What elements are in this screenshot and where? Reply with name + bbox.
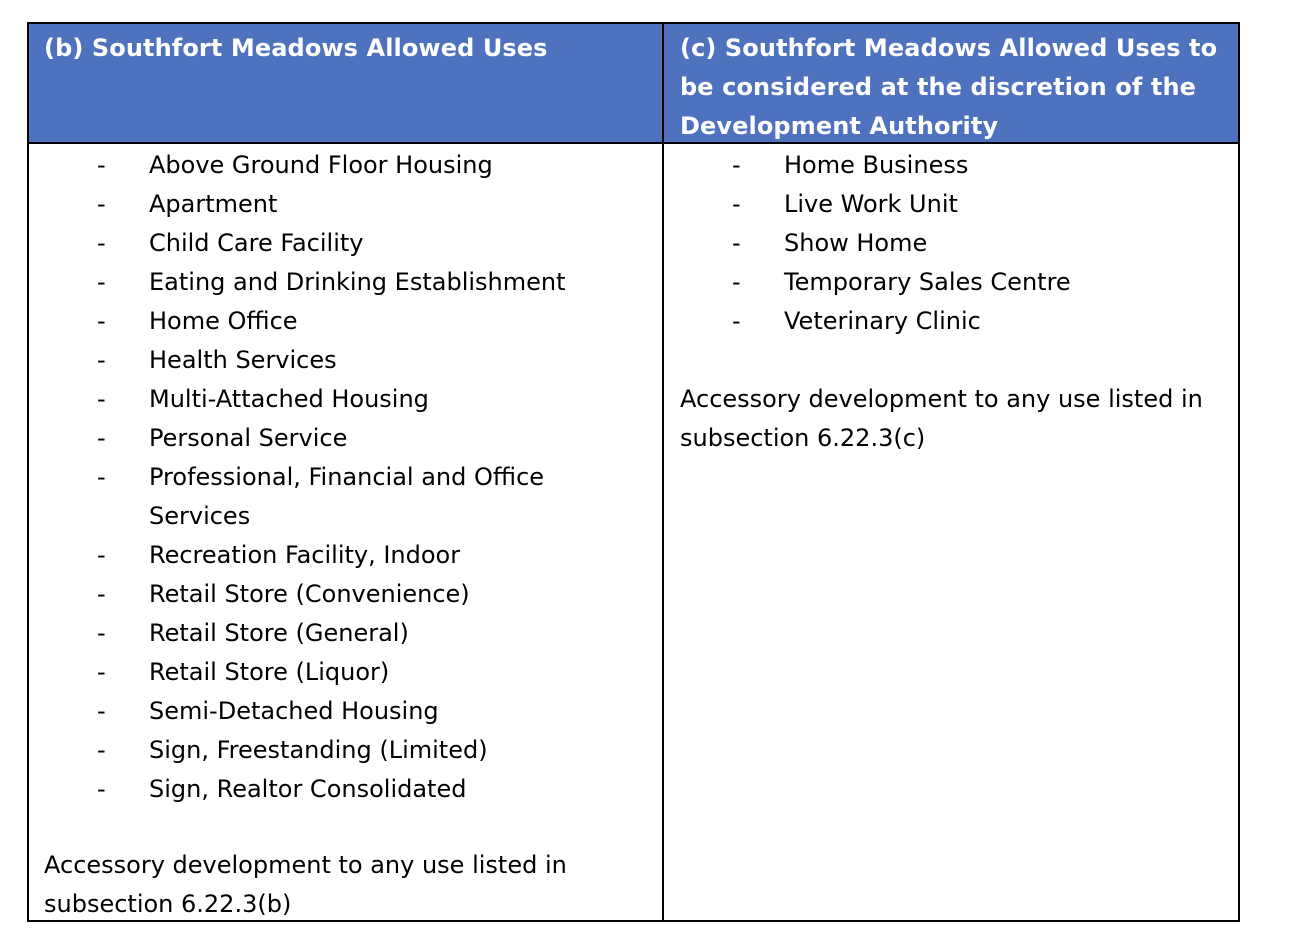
dash-bullet: - (97, 775, 106, 803)
list-item-label: Professional, Financial and Office Services (149, 463, 545, 530)
list-item-label: Semi-Detached Housing (149, 697, 439, 725)
list-item-label: Home Business (784, 151, 969, 179)
list-item (29, 458, 619, 536)
allowed-uses-table (27, 22, 1240, 922)
dash-bullet: - (97, 268, 106, 296)
list-item (29, 302, 619, 341)
left-accessory-note: Accessory development to any use listed in subsection 6.22.3(b) (44, 851, 567, 918)
dash-bullet: - (97, 658, 106, 686)
list-item (29, 614, 619, 653)
dash-bullet: - (732, 307, 741, 335)
list-item (29, 731, 619, 770)
list-item (29, 380, 619, 419)
list-item (664, 302, 1224, 341)
list-item (29, 536, 619, 575)
list-item (29, 146, 619, 185)
list-item (29, 419, 619, 458)
list-item-label: Live Work Unit (784, 190, 958, 218)
list-item-label: Apartment (149, 190, 278, 218)
dash-bullet: - (97, 190, 106, 218)
list-item-label: Home Office (149, 307, 298, 335)
list-item-label: Recreation Facility, Indoor (149, 541, 461, 569)
list-item-label: Sign, Freestanding (Limited) (149, 736, 488, 764)
list-item-label: Sign, Realtor Consolidated (149, 775, 467, 803)
dash-bullet: - (732, 190, 741, 218)
list-item-label: Personal Service (149, 424, 348, 452)
left-column-header (29, 24, 664, 142)
list-item-label: Temporary Sales Centre (784, 268, 1071, 296)
dash-bullet: - (97, 229, 106, 257)
list-item (664, 146, 1224, 185)
dash-bullet: - (97, 463, 106, 491)
dash-bullet: - (97, 619, 106, 647)
list-item-label: Above Ground Floor Housing (149, 151, 493, 179)
dash-bullet: - (97, 307, 106, 335)
list-item-label: Multi-Attached Housing (149, 385, 429, 413)
list-item-label: Retail Store (Liquor) (149, 658, 390, 686)
header-divider (29, 142, 1238, 144)
list-item (664, 185, 1224, 224)
left-header-text: (b) Southfort Meadows Allowed Uses (44, 34, 548, 62)
dash-bullet: - (732, 268, 741, 296)
dash-bullet: - (97, 580, 106, 608)
list-item-label: Veterinary Clinic (784, 307, 981, 335)
list-item (29, 770, 619, 809)
list-item (29, 653, 619, 692)
list-item-label: Retail Store (General) (149, 619, 409, 647)
list-item (664, 263, 1224, 302)
right-accessory-note: Accessory development to any use listed in subsection 6.22.3(c) (680, 385, 1203, 452)
right-header-text: (c) Southfort Meadows Allowed Uses to be considered at the discretion of the Development Authority (680, 34, 1218, 140)
list-item-label: Child Care Facility (149, 229, 364, 257)
dash-bullet: - (97, 697, 106, 725)
list-item (29, 341, 619, 380)
list-item (29, 575, 619, 614)
list-item (29, 185, 619, 224)
dash-bullet: - (732, 151, 741, 179)
list-item (664, 224, 1224, 263)
dash-bullet: - (97, 151, 106, 179)
discretionary-uses-list (664, 146, 1224, 341)
dash-bullet: - (97, 424, 106, 452)
list-item (29, 224, 619, 263)
allowed-uses-list (29, 146, 619, 809)
list-item (29, 263, 619, 302)
list-item-label: Show Home (784, 229, 928, 257)
list-item (29, 692, 619, 731)
list-item-label: Health Services (149, 346, 337, 374)
dash-bullet: - (97, 541, 106, 569)
dash-bullet: - (97, 736, 106, 764)
list-item-label: Eating and Drinking Establishment (149, 268, 566, 296)
list-item-label: Retail Store (Convenience) (149, 580, 470, 608)
dash-bullet: - (97, 385, 106, 413)
right-column-header (664, 24, 1238, 142)
dash-bullet: - (732, 229, 741, 257)
dash-bullet: - (97, 346, 106, 374)
